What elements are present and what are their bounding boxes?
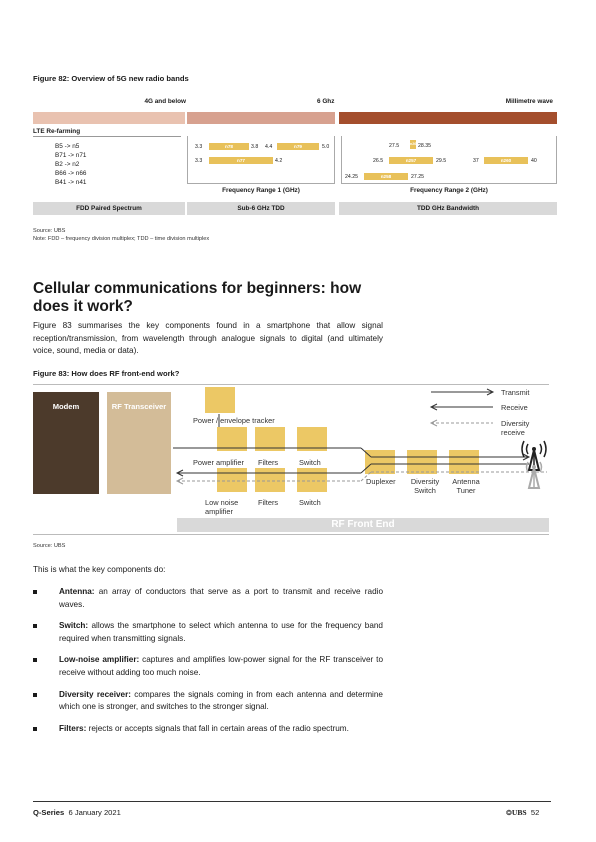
fr1-r2-end: 4.2 bbox=[275, 158, 283, 164]
fr2-r2-end1: 29.5 bbox=[436, 158, 447, 164]
lte-refarming-label: LTE Re-farming bbox=[33, 128, 81, 135]
footer-right bbox=[506, 808, 539, 817]
switch-bottom-label: Switch bbox=[299, 498, 321, 507]
note-text: Note: FDD – frequency division multiplex; TDD – time division multiplex bbox=[33, 236, 210, 242]
modem-label: Modem bbox=[52, 402, 80, 411]
lte-list bbox=[55, 142, 86, 187]
bullet-desc: compares the signals coming in from each antenna and determine which one is stronger, and switches to the stronger signal. bbox=[59, 689, 383, 712]
figure-82-source bbox=[33, 227, 209, 243]
sub6-tdd-label: Sub-6 GHz TDD bbox=[187, 202, 335, 215]
header-6ghz: 6 Ghz bbox=[317, 98, 335, 105]
fr2-r1-start: 27.5 bbox=[389, 143, 400, 149]
footer-divider bbox=[33, 801, 551, 802]
bullet-term: Diversity receiver: bbox=[59, 689, 131, 699]
bullet-term: Antenna: bbox=[59, 587, 95, 596]
fr2-r1-end: 28.35 bbox=[418, 143, 431, 149]
fr2-r2-start2: 37 bbox=[473, 158, 479, 164]
figure-82 bbox=[33, 98, 557, 223]
fr1-r1-mid2: 4.4 bbox=[265, 144, 273, 150]
band-n261: n261 bbox=[410, 140, 416, 149]
low-noise-amplifier-label: Low noise amplifier bbox=[205, 498, 239, 516]
fr1-r1-mid1: 3.8 bbox=[251, 144, 259, 150]
bullet-text bbox=[59, 586, 383, 611]
ubs-logo-icon: ❂ bbox=[506, 810, 512, 817]
diversity-switch-label: Diversity Switch bbox=[410, 477, 440, 495]
header-4g: 4G and below bbox=[144, 98, 186, 105]
rf-transceiver-block bbox=[107, 392, 171, 494]
duplexer-label: Duplexer bbox=[366, 477, 396, 486]
lte-item: B41 -> n41 bbox=[55, 179, 87, 186]
list-item bbox=[33, 620, 383, 645]
lte-item: B5 -> n5 bbox=[55, 143, 80, 150]
filters-top-label: Filters bbox=[258, 458, 279, 467]
bullet-term: Low-noise amplifier: bbox=[59, 655, 140, 665]
source-text: Source: UBS bbox=[33, 228, 66, 234]
legend-diversity-receive: Diversity receive bbox=[501, 419, 530, 437]
section-paragraph: Figure 83 summarises the key components found in a smartphone that allow signal reception/transmission, from wavelength through analogue signals to digital (and ultimately voice, sound, media or data). bbox=[33, 321, 383, 356]
bullet-marker bbox=[33, 693, 37, 697]
fdd-paired-label: FDD Paired Spectrum bbox=[33, 202, 185, 215]
power-tracker-label: Power / envelope tracker bbox=[193, 416, 275, 425]
fr2-r3-start: 24.25 bbox=[345, 174, 358, 180]
antenna-tuner-label: Antenna Tuner bbox=[452, 477, 480, 495]
bullet-text bbox=[59, 689, 383, 714]
bullet-desc: an array of conductors that serve as a port to transmit and receive radio waves. bbox=[59, 587, 384, 609]
bullet-text bbox=[59, 654, 383, 679]
header-mmwave: Millimetre wave bbox=[505, 98, 553, 105]
bullet-term: Switch: bbox=[59, 621, 89, 631]
rf-front-end-banner: RF Front End bbox=[177, 518, 549, 532]
list-item bbox=[33, 689, 383, 714]
figure-83 bbox=[33, 384, 549, 534]
band-mmwave bbox=[339, 112, 557, 124]
band-n258: n258 bbox=[364, 173, 408, 180]
footer-brand: UBS bbox=[511, 808, 527, 817]
bullet-marker bbox=[33, 727, 37, 731]
fr1-r1-end: 5.0 bbox=[322, 144, 330, 150]
footer-left bbox=[33, 808, 121, 817]
bullet-term: Filters: bbox=[59, 723, 87, 733]
band-n260: n260 bbox=[484, 157, 528, 164]
page-number: 52 bbox=[530, 808, 540, 817]
fr2-r3-end: 27.25 bbox=[411, 174, 424, 180]
band-n79: n79 bbox=[277, 143, 319, 150]
legend-transmit: Transmit bbox=[501, 388, 530, 397]
divider bbox=[33, 534, 549, 535]
list-item bbox=[33, 654, 383, 679]
fr2-r2-start: 26.5 bbox=[373, 158, 384, 164]
diversity-antenna-icon bbox=[519, 458, 549, 490]
divider bbox=[33, 136, 181, 137]
band-4g bbox=[33, 112, 185, 124]
filters-bottom-label: Filters bbox=[258, 498, 279, 507]
footer-date: 6 January 2021 bbox=[68, 808, 121, 817]
rf-transceiver-label: RF Transceiver bbox=[111, 402, 167, 411]
band-n77: n77 bbox=[209, 157, 273, 164]
tdd-ghz-label: TDD GHz Bandwidth bbox=[339, 202, 557, 215]
fr2-label: Frequency Range 2 (GHz) bbox=[410, 187, 488, 194]
bullet-marker bbox=[33, 590, 37, 594]
footer-series: Q-Series bbox=[33, 808, 65, 817]
list-item bbox=[33, 586, 383, 611]
fr1-r2-start: 3.3 bbox=[195, 158, 203, 164]
figure-83-source: Source: UBS bbox=[33, 543, 66, 549]
bullet-text bbox=[59, 723, 383, 736]
bullet-desc: allows the smartphone to select which antenna to use for the frequency band required when transmitting signals. bbox=[59, 621, 383, 643]
band-6ghz bbox=[187, 112, 335, 124]
bullet-list bbox=[33, 586, 383, 744]
bullet-text bbox=[59, 620, 383, 645]
bullet-desc: captures and amplifies low-power signal for the RF transceiver to receive without adding too much noise. bbox=[59, 655, 383, 677]
intro-text: This is what the key components do: bbox=[33, 565, 166, 574]
bullet-marker bbox=[33, 658, 37, 662]
fr2-r2-end2: 40 bbox=[531, 158, 537, 164]
fr1-label: Frequency Range 1 (GHz) bbox=[222, 187, 300, 194]
modem-block bbox=[33, 392, 99, 494]
legend-receive: Receive bbox=[501, 403, 528, 412]
bullet-marker bbox=[33, 624, 37, 628]
lte-item: B66 -> n66 bbox=[55, 170, 87, 177]
power-amplifier-label: Power amplifier bbox=[193, 458, 244, 467]
switch-top-label: Switch bbox=[299, 458, 321, 467]
band-n257: n257 bbox=[389, 157, 433, 164]
section-heading: Cellular communications for beginners: how does it work? bbox=[33, 280, 362, 315]
lte-item: B71 -> n71 bbox=[55, 152, 87, 159]
list-item bbox=[33, 723, 383, 736]
figure-82-title: Figure 82: Overview of 5G new radio bands bbox=[33, 74, 189, 83]
figure-83-title: Figure 83: How does RF front-end work? bbox=[33, 369, 180, 378]
signal-flow-lines bbox=[171, 384, 549, 518]
fr1-r1-start: 3.3 bbox=[195, 144, 203, 150]
band-n78: n78 bbox=[209, 143, 249, 150]
lte-item: B2 -> n2 bbox=[55, 161, 80, 168]
bullet-desc: rejects or accepts signals that fall in certain areas of the radio spectrum. bbox=[88, 723, 349, 733]
